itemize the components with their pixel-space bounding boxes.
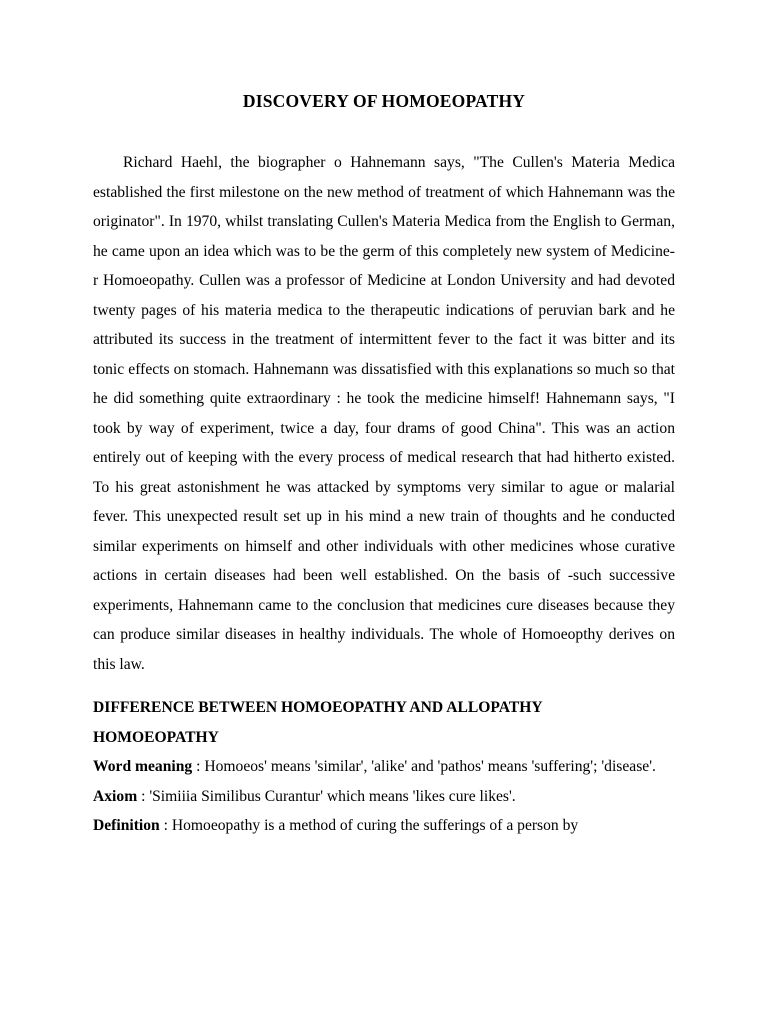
discovery-paragraph: Richard Haehl, the biographer o Hahnemann says, "The Cullen's Materia Medica established the first milestone on the new method of treatment of which Hahnemann was the originator". In 1970, whilst translating Cullen's Materia Medica from the English to German, he came upon an idea which was to be the germ of this completely new system of Medicine-r Homoeopathy. Cullen was a professor of Medicine at London University and had devoted twenty pages of his materia medica to the therapeutic indications of peruvian bark and he attributed its success in the treatment of intermittent fever to the fact it was bitter and its tonic effects on stomach. Hahnemann was dissatisfied with this explanations so much so that he did something quite extraordinary : he took the medicine himself! Hahnemann says, "I took by way of experiment, twice a day, four drams of good China". This was an action entirely out of keeping with the every process of medical research that had hitherto existed. To his great astonishment he was attacked by symptoms very similar to ague or malarial fever. This unexpected result set up in his mind a new train of thoughts and he conducted similar experiments on himself and other individuals with other medicines whose curative actions in certain diseases had been well established. On the basis of -such successive experiments, Hahnemann came to the conclusion that medicines cure diseases because they can produce similar diseases in healthy individuals. The whole of Homoeopthy derives on this law. bbox=[93, 154, 675, 673]
document-title: DISCOVERY OF HOMOEOPATHY bbox=[242, 91, 526, 111]
document-page bbox=[93, 88, 675, 841]
homoeopathy-heading: HOMOEOPATHY bbox=[93, 728, 219, 746]
definition-label: Definition bbox=[93, 817, 160, 834]
definition-line bbox=[93, 811, 675, 841]
axiom-label: Axiom bbox=[93, 787, 138, 805]
word-meaning-line bbox=[93, 752, 675, 782]
difference-heading: DIFFERENCE BETWEEN HOMOEOPATHY AND ALLOPATHY bbox=[93, 699, 543, 716]
word-meaning-label: Word meaning bbox=[93, 758, 193, 775]
axiom-text: : 'Simiiia Similibus Curantur' which means 'likes cure likes'. bbox=[137, 787, 516, 805]
word-meaning-text: : Homoeos' means 'similar', 'alike' and 'pathos' means 'suffering'; 'disease'. bbox=[192, 758, 656, 775]
axiom-line bbox=[93, 782, 675, 812]
definition-text: : Homoeopathy is a method of curing the sufferings of a person by bbox=[159, 817, 579, 834]
